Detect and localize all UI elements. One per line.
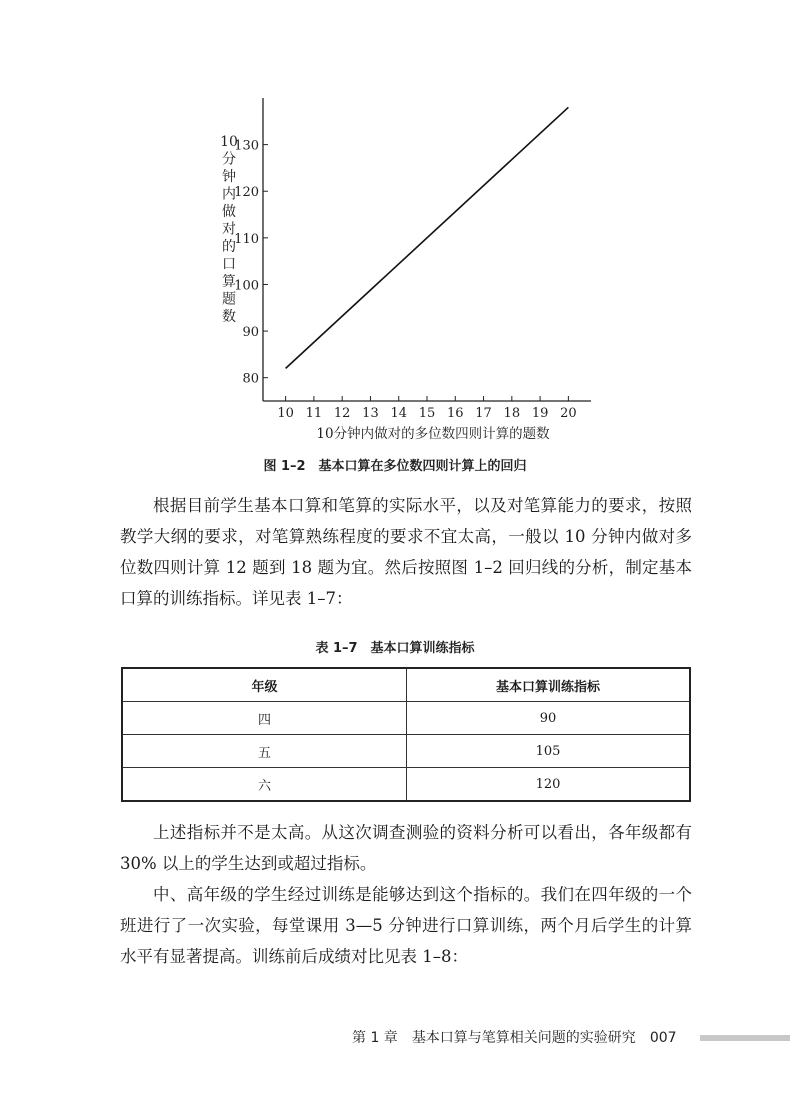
y-axis-label-char: 钟 — [222, 169, 236, 185]
x-tick-label: 13 — [362, 406, 379, 421]
x-tick-label: 18 — [503, 406, 521, 421]
y-tick-label: 110 — [234, 231, 259, 247]
y-tick-label: 90 — [242, 325, 259, 341]
regression-chart — [0, 0, 790, 470]
cell-grade: 四 — [122, 702, 407, 735]
y-tick-label: 130 — [234, 138, 259, 154]
page-footer — [352, 1027, 677, 1047]
y-axis-label-char: 做 — [222, 204, 236, 220]
y-axis-label-char: 的 — [222, 239, 236, 255]
x-tick-label: 11 — [305, 406, 323, 421]
cell-index: 90 — [407, 702, 691, 735]
chart-series — [286, 107, 569, 368]
cell-index: 105 — [407, 735, 691, 768]
x-tick-label: 20 — [560, 406, 577, 421]
y-axis-label-char: 口 — [222, 256, 236, 273]
y-axis-label-char: 10 — [220, 134, 238, 150]
x-tick-label: 17 — [475, 406, 492, 421]
x-tick-label: 16 — [447, 406, 464, 421]
x-tick-label: 10 — [277, 406, 294, 421]
figure-caption: 图 1–2 基本口算在多位数四则计算上的回归 — [263, 459, 527, 474]
y-axis-label-char: 内 — [222, 186, 236, 203]
y-axis-label-char: 算 — [222, 274, 236, 290]
y-axis-label-char: 数 — [222, 309, 236, 325]
header-index: 基本口算训练指标 — [407, 668, 691, 702]
x-tick-label: 14 — [390, 406, 407, 421]
y-axis-label-char: 分 — [222, 151, 236, 168]
table-header-row — [122, 668, 690, 702]
footer-title: 基本口算与笔算相关问题的实验研究 — [411, 1030, 636, 1046]
header-grade: 年级 — [122, 668, 407, 702]
x-tick-label: 19 — [531, 406, 549, 421]
x-tick-label: 12 — [333, 406, 351, 421]
table-row — [122, 768, 690, 802]
x-tick-label: 15 — [418, 406, 436, 421]
y-tick-label: 100 — [234, 278, 259, 294]
table-row — [122, 702, 690, 735]
training-index-table — [121, 667, 691, 802]
footer-chapter: 第 1 章 — [352, 1030, 398, 1046]
y-axis-label-char: 题 — [222, 291, 236, 308]
table-row — [122, 735, 690, 768]
cell-index: 120 — [407, 768, 691, 802]
paragraph-2: 上述指标并不是太高。从这次调查测验的资料分析可以看出，各年级都有 30% 以上的学生达到或超过指标。 — [120, 823, 692, 873]
regression-line — [286, 107, 569, 368]
chart-axes — [263, 98, 591, 401]
y-tick-label: 80 — [242, 371, 259, 387]
x-axis-label: 10分钟内做对的多位数四则计算的题数 — [316, 426, 550, 442]
footer-decoration-bar — [700, 1035, 790, 1041]
page-number: 007 — [649, 1030, 677, 1046]
cell-grade: 六 — [122, 768, 407, 802]
y-tick-label: 120 — [234, 185, 259, 201]
x-axis-ticks — [277, 396, 576, 421]
cell-grade: 五 — [122, 735, 407, 768]
table-caption: 表 1–7 基本口算训练指标 — [315, 641, 475, 656]
paragraph-3: 中、高年级的学生经过训练是能够达到这个指标的。我们在四年级的一个班进行了一次实验，每堂课用 3—5 分钟进行口算训练，两个月后学生的计算水平有显著提高。训练前后成绩对比见表 1–8： — [120, 885, 692, 966]
paragraph-1: 根据目前学生基本口算和笔算的实际水平，以及对笔算能力的要求，按照教学大纲的要求，对笔算熟练程度的要求不宜太高，一般以 10 分钟内做对多位数四则计算 12 题到 18 题为宜。然后按照图 1–2 回归线的分析，制定基本口算的训练指标。详见表 1–7： — [120, 496, 692, 608]
y-axis-label — [220, 134, 238, 325]
y-axis-label-char: 对 — [222, 221, 236, 238]
